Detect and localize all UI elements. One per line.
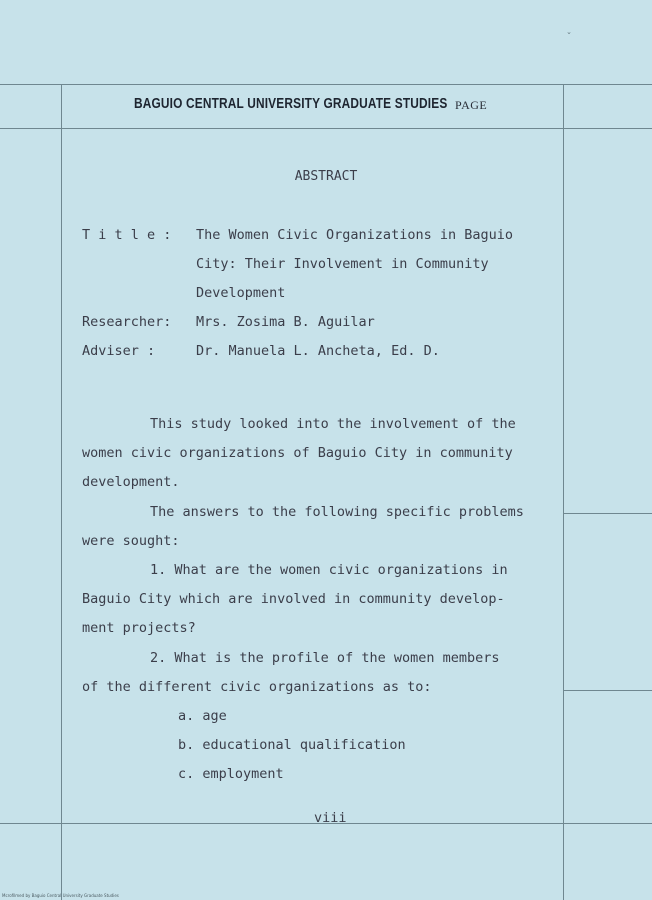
adviser-label: Adviser : (82, 343, 156, 359)
body-line: The answers to the following specific problems (150, 504, 524, 520)
header-bottom-rule (0, 128, 652, 129)
university-header: BAGUIO CENTRAL UNIVERSITY GRADUATE STUDIES (134, 96, 448, 112)
page-number: viii (314, 810, 347, 826)
title-line: The Women Civic Organizations in Baguio (196, 227, 513, 243)
list-item: b. educational qualification (178, 737, 406, 753)
adviser-value: Dr. Manuela L. Ancheta, Ed. D. (196, 343, 440, 359)
header-top-rule (0, 84, 652, 85)
list-item: a. age (178, 708, 227, 724)
body-line: were sought: (82, 533, 180, 549)
body-line: women civic organizations of Baguio City in community (82, 445, 513, 461)
abstract-heading: ABSTRACT (294, 169, 358, 184)
list-item: c. employment (178, 766, 284, 782)
right-column-rule-2 (563, 690, 652, 691)
page-label: PAGE (455, 98, 488, 112)
body-line: of the different civic organizations as to: (82, 679, 432, 695)
microfilm-note: Mcrofilmed by Baguio Central University Graduate Studies (2, 893, 119, 898)
body-line: development. (82, 474, 180, 490)
title-line: City: Their Involvement in Community (196, 256, 489, 272)
researcher-value: Mrs. Zosima B. Aguilar (196, 314, 375, 330)
title-label: T i t l e : (82, 227, 172, 243)
body-line: 1. What are the women civic organizations in (150, 562, 508, 578)
corner-mark: ˇ (566, 32, 573, 43)
researcher-label: Researcher: (82, 314, 172, 330)
right-margin-rule (563, 84, 564, 900)
body-line: 2. What is the profile of the women members (150, 650, 500, 666)
right-column-rule-1 (563, 513, 652, 514)
body-line: ment projects? (82, 620, 196, 636)
title-line: Development (196, 285, 286, 301)
body-line: Baguio City which are involved in community develop- (82, 591, 505, 607)
left-margin-rule (61, 84, 62, 900)
body-line: This study looked into the involvement of the (150, 416, 516, 432)
